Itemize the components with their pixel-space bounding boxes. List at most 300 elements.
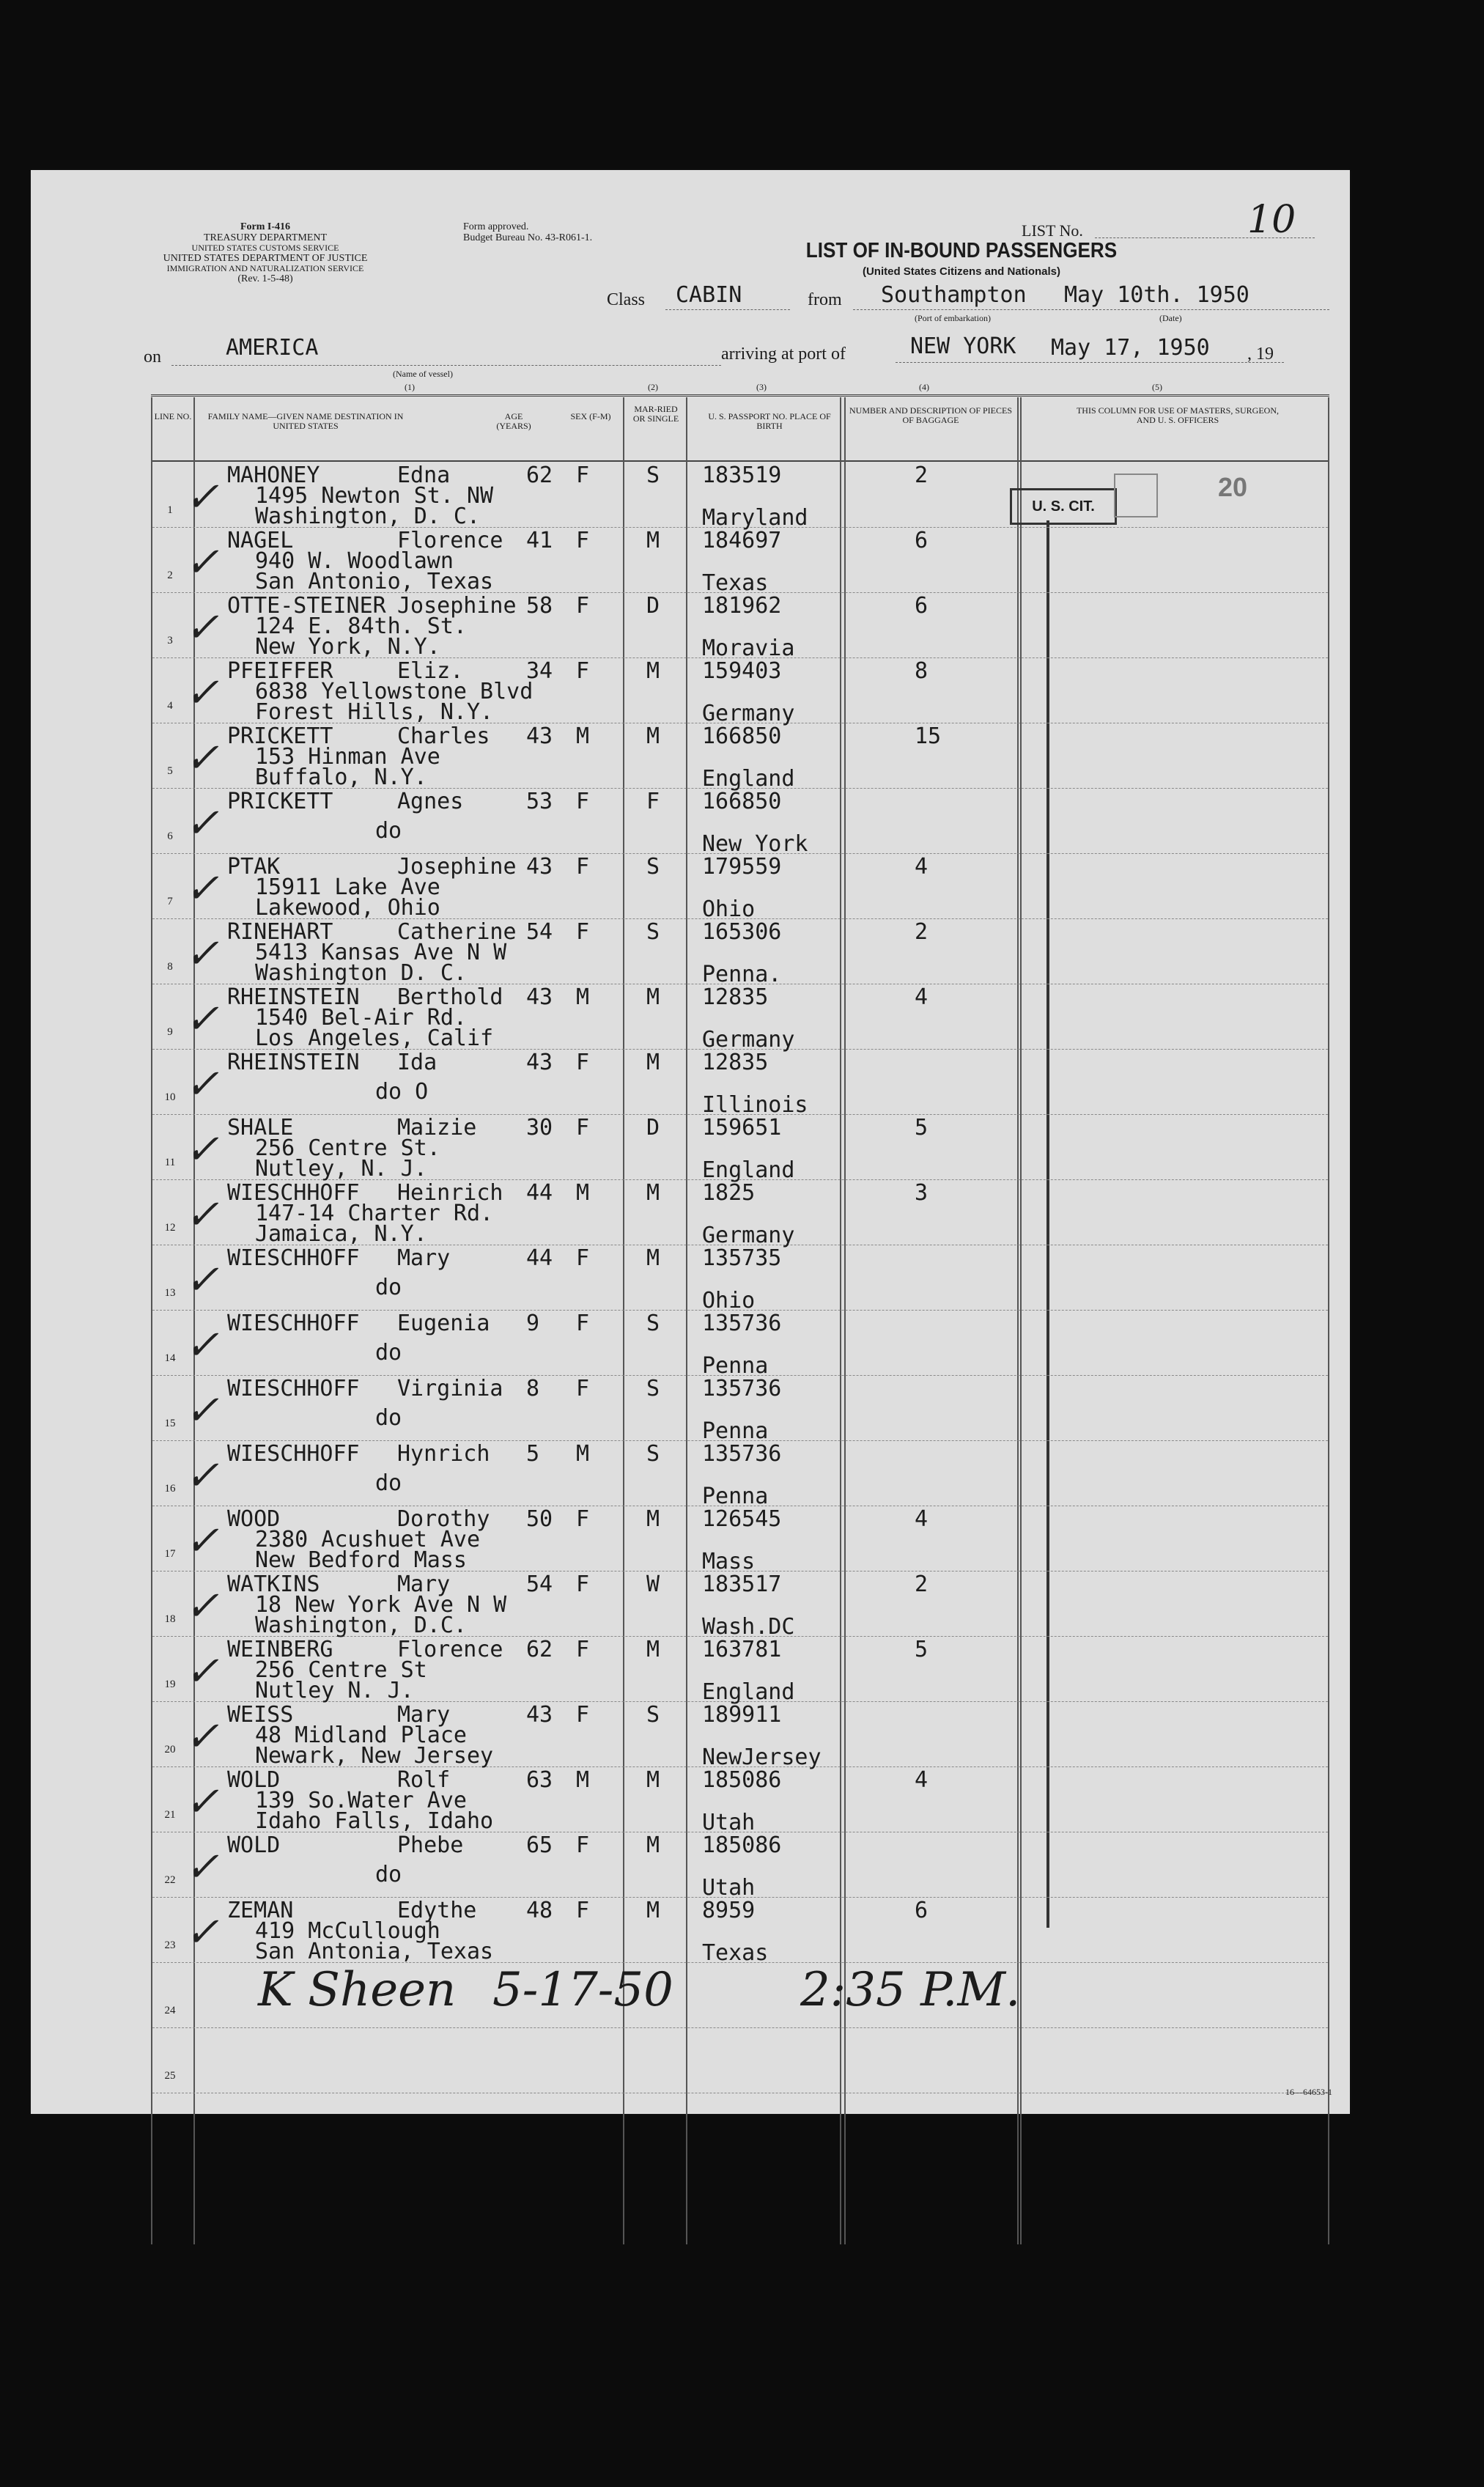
check-mark-icon: ✓ — [185, 1256, 219, 1304]
table-row — [31, 788, 1350, 857]
address-line-1: 153 Hinman Ave — [255, 744, 440, 770]
us-citizen-stamp: U. S. CIT. — [1010, 488, 1117, 525]
passenger-surname: NAGEL — [227, 528, 294, 553]
passenger-given-name: Heinrich — [397, 1180, 503, 1206]
line-number: 11 — [164, 1157, 176, 1168]
passenger-age: 63 — [526, 1767, 553, 1793]
row-divider — [152, 2027, 1328, 2028]
passenger-surname: WOLD — [227, 1767, 281, 1793]
address-line-1: do — [375, 1275, 402, 1300]
line-number: 3 — [167, 635, 173, 646]
passenger-sex: F — [576, 1115, 590, 1141]
passport-number: 184697 — [702, 528, 782, 553]
passenger-sex: F — [576, 1572, 590, 1597]
table-row — [31, 1506, 1350, 1574]
dept-justice: UNITED STATES DEPARTMENT OF JUSTICE — [163, 253, 368, 264]
address-line-1: 5413 Kansas Ave N W — [255, 940, 507, 965]
address-line-2: San Antonia, Texas — [255, 1939, 494, 1964]
table-row — [31, 1049, 1350, 1118]
passport-number: 159651 — [702, 1115, 782, 1141]
year-suffix: , 19 — [1247, 345, 1274, 364]
baggage-count: 6 — [915, 528, 929, 553]
embarkation-date: May 10th. 1950 — [1064, 282, 1249, 308]
port-embarkation-caption: (Port of embarkation) — [915, 313, 991, 323]
address-line-1: 124 E. 84th. St. — [255, 614, 467, 639]
date-caption: (Date) — [1159, 313, 1182, 323]
passenger-surname: PRICKETT — [227, 723, 333, 749]
baggage-count: 5 — [915, 1637, 929, 1662]
passenger-marital-status: M — [646, 1245, 660, 1271]
baggage-count: 4 — [915, 854, 929, 880]
passenger-surname: WIESCHHOFF — [227, 1245, 360, 1271]
passport-number: 135735 — [702, 1245, 782, 1271]
passenger-given-name: Florence — [397, 1637, 503, 1662]
dept-treasury: TREASURY DEPARTMENT — [203, 232, 328, 243]
table-row — [31, 1114, 1350, 1183]
place-of-birth: Germany — [702, 701, 795, 726]
passenger-given-name: Berthold — [397, 984, 503, 1010]
table-row — [31, 1766, 1350, 1835]
passenger-given-name: Maizie — [397, 1115, 477, 1141]
table-row — [31, 1832, 1350, 1901]
table-row — [31, 853, 1350, 922]
passenger-marital-status: S — [646, 854, 660, 880]
passenger-marital-status: S — [646, 1702, 660, 1728]
passenger-age: 41 — [526, 528, 553, 553]
check-mark-icon: ✓ — [185, 539, 219, 586]
class-label: Class — [607, 290, 646, 309]
passport-number: 135736 — [702, 1376, 782, 1401]
place-of-birth: Wash.DC — [702, 1614, 795, 1640]
arrival-port: NEW YORK — [910, 334, 1016, 359]
passenger-age: 54 — [526, 919, 553, 945]
passport-number: 163781 — [702, 1637, 782, 1662]
address-line-1: 2380 Acushuet Ave — [255, 1527, 481, 1552]
baggage-count: 4 — [915, 1506, 929, 1532]
list-no-label: LIST No. — [1022, 221, 1083, 240]
table-row — [31, 984, 1350, 1053]
col-header-married: MAR-RIED OR SINGLE — [632, 404, 679, 424]
passenger-marital-status: S — [646, 1441, 660, 1467]
check-mark-icon: ✓ — [185, 1126, 219, 1174]
check-mark-icon: ✓ — [185, 1387, 219, 1434]
check-mark-icon: ✓ — [185, 1191, 219, 1239]
line-number: 7 — [167, 896, 173, 907]
check-mark-icon: ✓ — [185, 1909, 219, 1956]
table-row — [31, 723, 1350, 792]
passenger-sex: F — [576, 1245, 590, 1271]
col-header-officers: THIS COLUMN FOR USE OF MASTERS, SURGEON, AND U. S. OFFICERS — [1076, 405, 1280, 425]
table-row — [31, 1571, 1350, 1640]
address-line-2: Washington, D.C. — [255, 1613, 467, 1638]
page-subtitle: (United States Citizens and Nationals) — [862, 265, 1061, 278]
budget-bureau: Budget Bureau No. 43-R061-1. — [463, 232, 593, 243]
arriving-label: arriving at port of — [721, 345, 846, 364]
col-number-5: (5) — [1152, 382, 1162, 392]
passenger-given-name: Eugenia — [397, 1311, 490, 1336]
passport-number: 126545 — [702, 1506, 782, 1532]
line-number: 5 — [167, 765, 173, 777]
on-label: on — [144, 347, 161, 366]
check-mark-icon: ✓ — [185, 1061, 219, 1108]
address-line-1: do — [375, 1470, 402, 1496]
passenger-age: 43 — [526, 723, 553, 749]
line-number: 24 — [164, 2005, 176, 2016]
place-of-birth: Texas — [702, 570, 769, 596]
passenger-sex: F — [576, 919, 590, 945]
passenger-given-name: Josephine — [397, 593, 517, 619]
check-mark-icon: ✓ — [185, 1713, 219, 1761]
passenger-age: 8 — [526, 1376, 540, 1401]
table-row — [31, 1897, 1350, 1966]
check-mark-icon: ✓ — [185, 800, 219, 847]
passenger-sex: M — [576, 984, 590, 1010]
place-of-birth: Penna — [702, 1353, 769, 1379]
passenger-surname: WOOD — [227, 1506, 281, 1532]
passenger-age: 62 — [526, 463, 553, 488]
address-line-2: Lakewood, Ohio — [255, 895, 440, 921]
passenger-marital-status: S — [646, 1311, 660, 1336]
table-row — [31, 462, 1350, 531]
address-line-2: Idaho Falls, Idaho — [255, 1808, 494, 1834]
check-mark-icon: ✓ — [185, 1583, 219, 1630]
form-header-agencies — [155, 221, 375, 284]
baggage-count: 6 — [915, 1898, 929, 1923]
line-number: 12 — [164, 1222, 176, 1234]
baggage-count: 15 — [915, 723, 942, 749]
passenger-surname: WATKINS — [227, 1572, 320, 1597]
check-mark-icon: ✓ — [185, 865, 219, 913]
passenger-age: 43 — [526, 984, 553, 1010]
passenger-age: 43 — [526, 1702, 553, 1728]
passenger-given-name: Mary — [397, 1245, 451, 1271]
passport-number: 183517 — [702, 1572, 782, 1597]
passenger-marital-status: M — [646, 1050, 660, 1075]
citizen-count: 20 — [1218, 472, 1248, 502]
passenger-marital-status: D — [646, 593, 660, 619]
passenger-age: 5 — [526, 1441, 540, 1467]
passenger-given-name: Mary — [397, 1572, 451, 1597]
address-line-2: Newark, New Jersey — [255, 1743, 494, 1769]
address-line-2: Nutley, N. J. — [255, 1156, 427, 1182]
place-of-birth: New York — [702, 831, 808, 857]
passenger-given-name: Phebe — [397, 1832, 464, 1858]
check-mark-icon: ✓ — [185, 1322, 219, 1369]
line-number: 18 — [164, 1613, 176, 1625]
passenger-age: 9 — [526, 1311, 540, 1336]
passport-number: 185086 — [702, 1767, 782, 1793]
col-header-sex: SEX (F-M) — [570, 411, 611, 421]
line-number: 2 — [167, 570, 173, 581]
check-mark-icon: ✓ — [185, 669, 219, 717]
table-row — [31, 1701, 1350, 1770]
passenger-surname: PTAK — [227, 854, 281, 880]
passenger-given-name: Edna — [397, 463, 451, 488]
page-title: LIST OF IN-BOUND PASSENGERS — [805, 239, 1118, 262]
passenger-surname: PFEIFFER — [227, 658, 333, 684]
passport-number: 135736 — [702, 1441, 782, 1467]
passenger-age: 43 — [526, 1050, 553, 1075]
passenger-given-name: Eliz. — [397, 658, 464, 684]
passenger-surname: PRICKETT — [227, 789, 333, 814]
passenger-surname: RHEINSTEIN — [227, 984, 360, 1010]
manifest-page — [31, 170, 1350, 2114]
passenger-marital-status: S — [646, 463, 660, 488]
address-line-2: San Antonio, Texas — [255, 569, 494, 594]
col-header-baggage: NUMBER AND DESCRIPTION OF PIECES OF BAGGAGE — [849, 405, 1013, 425]
passenger-sex: F — [576, 528, 590, 553]
passenger-sex: M — [576, 1180, 590, 1206]
arrival-date: May 17, 1950 — [1051, 335, 1210, 361]
passenger-age: 34 — [526, 658, 553, 684]
passport-number: 181962 — [702, 593, 782, 619]
baggage-count: 2 — [915, 463, 929, 488]
address-line-1: 1540 Bel-Air Rd. — [255, 1005, 467, 1031]
passenger-marital-status: M — [646, 984, 660, 1010]
address-line-1: do — [375, 818, 402, 844]
line-number: 16 — [164, 1483, 176, 1495]
address-line-2: New Bedford Mass — [255, 1547, 467, 1573]
place-of-birth: Utah — [702, 1810, 756, 1835]
passenger-sex: F — [576, 854, 590, 880]
passenger-marital-status: M — [646, 1506, 660, 1532]
passenger-sex: M — [576, 1441, 590, 1467]
line-number: 14 — [164, 1352, 176, 1364]
place-of-birth: England — [702, 1157, 795, 1183]
passenger-marital-status: M — [646, 528, 660, 553]
address-line-1: 48 Midland Place — [255, 1723, 467, 1748]
passenger-sex: F — [576, 658, 590, 684]
table-row — [31, 592, 1350, 661]
passenger-surname: OTTE-STEINER — [227, 593, 386, 619]
passenger-given-name: Dorothy — [397, 1506, 490, 1532]
passenger-sex: F — [576, 1832, 590, 1858]
passenger-surname: WIESCHHOFF — [227, 1180, 360, 1206]
table-row — [31, 1310, 1350, 1379]
passenger-age: 58 — [526, 593, 553, 619]
col-number-2: (2) — [648, 382, 658, 392]
place-of-birth: Mass — [702, 1549, 756, 1574]
passport-number: 12835 — [702, 984, 769, 1010]
table-row — [31, 657, 1350, 726]
address-line-1: do — [375, 1862, 402, 1887]
table-row — [31, 1245, 1350, 1313]
passenger-given-name: Rolf — [397, 1767, 451, 1793]
passenger-age: 50 — [526, 1506, 553, 1532]
col-header-age: AGE (YEARS) — [496, 411, 531, 431]
signature-date: 5-17-50 — [492, 1963, 673, 2017]
place-of-birth: Penna. — [702, 962, 782, 987]
line-number: 21 — [164, 1809, 176, 1821]
passenger-surname: RHEINSTEIN — [227, 1050, 360, 1075]
passport-number: 135736 — [702, 1311, 782, 1336]
dept-ins: IMMIGRATION AND NATURALIZATION SERVICE — [166, 263, 364, 273]
passenger-given-name: Josephine — [397, 854, 517, 880]
check-mark-icon: ✓ — [185, 1843, 219, 1891]
baggage-count: 4 — [915, 984, 929, 1010]
place-of-birth: NewJersey — [702, 1744, 822, 1770]
passenger-age: 53 — [526, 789, 553, 814]
passenger-surname: WEISS — [227, 1702, 294, 1728]
passport-number: 8959 — [702, 1898, 756, 1923]
passenger-marital-status: S — [646, 919, 660, 945]
address-line-1: do — [375, 1340, 402, 1366]
passenger-age: 44 — [526, 1180, 553, 1206]
form-id: Form I-416 — [240, 221, 291, 232]
place-of-birth: Ohio — [702, 1288, 756, 1313]
place-of-birth: Germany — [702, 1027, 795, 1053]
line-number: 15 — [164, 1418, 176, 1429]
baggage-count: 4 — [915, 1767, 929, 1793]
form-footer-code: 16—64653-1 — [1285, 2087, 1332, 2097]
address-line-2: Forest Hills, N.Y. — [255, 699, 494, 725]
baggage-count: 6 — [915, 593, 929, 619]
line-number: 4 — [167, 700, 173, 712]
passenger-sex: F — [576, 1376, 590, 1401]
check-mark-icon: ✓ — [185, 734, 219, 782]
place-of-birth: Ohio — [702, 896, 756, 922]
signature-time: 2:35 P.M. — [800, 1963, 1021, 2017]
address-line-1: do O — [375, 1079, 429, 1105]
passenger-marital-status: F — [646, 789, 660, 814]
form-approval — [463, 221, 683, 243]
line-number: 22 — [164, 1874, 176, 1886]
passenger-marital-status: D — [646, 1115, 660, 1141]
passport-number: 166850 — [702, 789, 782, 814]
address-line-1: do — [375, 1405, 402, 1431]
place-of-birth: Moravia — [702, 635, 795, 661]
passport-number: 185086 — [702, 1832, 782, 1858]
check-mark-icon: ✓ — [185, 604, 219, 652]
col-header-passport: U. S. PASSPORT NO. PLACE OF BIRTH — [708, 411, 831, 431]
table-row — [31, 1440, 1350, 1509]
passport-number: 189911 — [702, 1702, 782, 1728]
form-approved: Form approved. — [463, 221, 529, 232]
passenger-age: 30 — [526, 1115, 553, 1141]
passenger-surname: RINEHART — [227, 919, 333, 945]
cabin-class: CABIN — [676, 282, 742, 308]
address-line-2: Buffalo, N.Y. — [255, 764, 427, 790]
col-header-line-no: LINE NO. — [154, 411, 192, 421]
passport-number: 1825 — [702, 1180, 756, 1206]
passenger-marital-status: M — [646, 1767, 660, 1793]
address-line-2: Jamaica, N.Y. — [255, 1221, 427, 1247]
address-line-1: 256 Centre St. — [255, 1135, 440, 1161]
baggage-count: 2 — [915, 1572, 929, 1597]
check-mark-icon: ✓ — [185, 1778, 219, 1826]
list-number: 10 — [1247, 198, 1296, 242]
passenger-sex: M — [576, 1767, 590, 1793]
passport-number: 12835 — [702, 1050, 769, 1075]
check-mark-icon: ✓ — [185, 1517, 219, 1565]
line-number: 10 — [164, 1091, 176, 1103]
address-line-1: 15911 Lake Ave — [255, 874, 440, 900]
passenger-age: 48 — [526, 1898, 553, 1923]
passenger-marital-status: M — [646, 1898, 660, 1923]
table-top-rule — [151, 394, 1329, 397]
address-line-1: 1495 Newton St. NW — [255, 483, 494, 509]
passenger-surname: WIESCHHOFF — [227, 1311, 360, 1336]
passenger-marital-status: M — [646, 723, 660, 749]
vessel-name: AMERICA — [226, 335, 319, 361]
signature-name: K Sheen — [258, 1963, 457, 2017]
passenger-marital-status: M — [646, 658, 660, 684]
dept-customs: UNITED STATES CUSTOMS SERVICE — [191, 243, 339, 253]
line-number: 6 — [167, 830, 173, 842]
place-of-birth: Penna — [702, 1418, 769, 1444]
check-mark-icon: ✓ — [185, 1648, 219, 1695]
line-number: 9 — [167, 1026, 173, 1038]
passenger-given-name: Edythe — [397, 1898, 477, 1923]
line-number: 13 — [164, 1287, 176, 1299]
passport-number: 165306 — [702, 919, 782, 945]
address-line-2: Washington D. C. — [255, 960, 467, 986]
address-line-1: 256 Centre St — [255, 1657, 427, 1683]
passenger-sex: F — [576, 1637, 590, 1662]
line-number: 1 — [167, 504, 173, 516]
passenger-given-name: Agnes — [397, 789, 464, 814]
passenger-surname: WOLD — [227, 1832, 281, 1858]
address-line-1: 147-14 Charter Rd. — [255, 1201, 494, 1226]
passenger-given-name: Florence — [397, 528, 503, 553]
baggage-count: 5 — [915, 1115, 929, 1141]
passenger-surname: WIESCHHOFF — [227, 1441, 360, 1467]
check-mark-icon: ✓ — [185, 930, 219, 978]
place-of-birth: Utah — [702, 1875, 756, 1901]
place-of-birth: England — [702, 766, 795, 792]
passenger-sex: F — [576, 1898, 590, 1923]
place-of-birth: Penna — [702, 1484, 769, 1509]
passenger-age: 54 — [526, 1572, 553, 1597]
passport-number: 159403 — [702, 658, 782, 684]
col-number-3: (3) — [756, 382, 767, 392]
passenger-given-name: Ida — [397, 1050, 438, 1075]
passenger-given-name: Mary — [397, 1702, 451, 1728]
passport-number: 179559 — [702, 854, 782, 880]
check-mark-icon: ✓ — [185, 995, 219, 1043]
table-row — [31, 1636, 1350, 1705]
passenger-marital-status: W — [646, 1572, 660, 1597]
passenger-age: 62 — [526, 1637, 553, 1662]
place-of-birth: Illinois — [702, 1092, 808, 1118]
address-line-1: 18 New York Ave N W — [255, 1592, 507, 1618]
address-line-2: Los Angeles, Calif — [255, 1025, 494, 1051]
passenger-marital-status: S — [646, 1376, 660, 1401]
passenger-marital-status: M — [646, 1180, 660, 1206]
line-number: 20 — [164, 1744, 176, 1755]
passenger-surname: WEINBERG — [227, 1637, 333, 1662]
form-revision: (Rev. 1-5-48) — [237, 273, 293, 284]
passport-number: 166850 — [702, 723, 782, 749]
col-number-1: (1) — [405, 382, 415, 392]
address-line-2: New York, N.Y. — [255, 634, 440, 660]
passenger-given-name: Virginia — [397, 1376, 503, 1401]
place-of-birth: England — [702, 1679, 795, 1705]
passenger-marital-status: M — [646, 1832, 660, 1858]
passenger-sex: M — [576, 723, 590, 749]
passenger-given-name: Charles — [397, 723, 490, 749]
col-header-name: FAMILY NAME—GIVEN NAME DESTINATION IN UNITED STATES — [207, 411, 404, 431]
passenger-surname: SHALE — [227, 1115, 294, 1141]
address-line-2: Washington, D. C. — [255, 504, 481, 529]
address-line-1: 940 W. Woodlawn — [255, 548, 454, 574]
embarkation-port: Southampton — [881, 282, 1027, 308]
line-number: 25 — [164, 2070, 176, 2082]
address-line-1: 6838 Yellowstone Blvd — [255, 679, 534, 704]
passenger-given-name: Hynrich — [397, 1441, 490, 1467]
baggage-count: 8 — [915, 658, 929, 684]
table-row — [31, 918, 1350, 987]
